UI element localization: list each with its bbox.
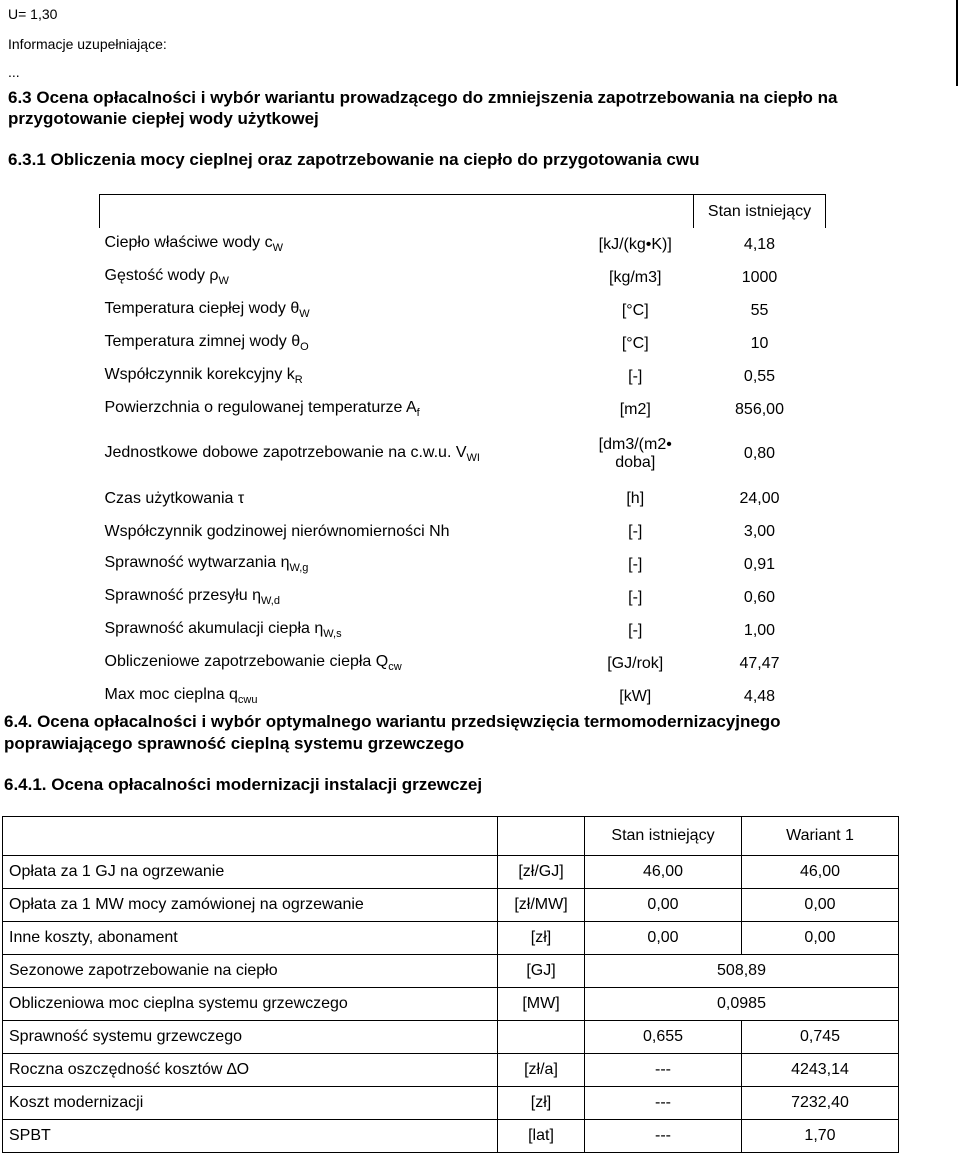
row-unit: [MW] bbox=[498, 988, 585, 1021]
row-label: Sprawność systemu grzewczego bbox=[3, 1021, 498, 1054]
table-row bbox=[3, 1021, 899, 1054]
parameter-label-text: Sprawność przesyłu η bbox=[104, 587, 262, 605]
parameter-unit: [-] bbox=[628, 621, 643, 639]
parameter-value: 4,48 bbox=[743, 687, 776, 705]
parameter-value: 1,00 bbox=[743, 621, 776, 639]
parameter-label bbox=[100, 614, 578, 647]
parameter-label bbox=[100, 515, 578, 548]
parameter-value: 10 bbox=[750, 334, 769, 352]
heating-modernization-table bbox=[2, 816, 899, 1153]
row-value-merged: 0,0985 bbox=[585, 988, 899, 1021]
parameter-label-subscript: W bbox=[299, 308, 310, 321]
table-row bbox=[100, 680, 826, 713]
parameter-unit: [-] bbox=[628, 522, 643, 540]
u-value-line: U= 1,30 bbox=[8, 6, 58, 22]
parameter-label bbox=[100, 393, 578, 426]
parameter-label-text: Temperatura ciepłej wody θ bbox=[104, 300, 300, 318]
table-row bbox=[3, 889, 899, 922]
parameter-unit: [°C] bbox=[621, 301, 649, 319]
row-value-existing: 0,655 bbox=[585, 1021, 742, 1054]
row-value-variant: 0,00 bbox=[742, 922, 899, 955]
parameter-unit: [°C] bbox=[621, 334, 649, 352]
parameter-label bbox=[100, 647, 578, 680]
parameter-value: 3,00 bbox=[743, 522, 776, 540]
parameter-value: 0,80 bbox=[743, 445, 776, 462]
parameter-unit: [kJ/(kg•K)] bbox=[598, 235, 672, 253]
row-value-existing: 0,00 bbox=[585, 922, 742, 955]
parameter-unit: [dm3/(m2• doba] bbox=[598, 436, 672, 471]
parameter-unit: [kW] bbox=[619, 687, 652, 705]
row-label: Koszt modernizacji bbox=[3, 1087, 498, 1120]
row-value-variant: 1,70 bbox=[742, 1120, 899, 1153]
row-value-existing: --- bbox=[585, 1120, 742, 1153]
parameter-label-text: Powierzchnia o regulowanej temperaturze A bbox=[104, 399, 417, 417]
parameter-unit: [-] bbox=[628, 367, 643, 385]
header-variant-1: Wariant 1 bbox=[742, 817, 899, 856]
parameter-label-subscript: W,g bbox=[289, 562, 309, 575]
parameter-label-text: Temperatura zimnej wody θ bbox=[104, 333, 301, 351]
parameter-value: 0,60 bbox=[743, 588, 776, 606]
parameter-label-text: Sprawność wytwarzania η bbox=[104, 554, 290, 572]
parameter-label-text: Ciepło właściwe wody c bbox=[104, 234, 273, 252]
parameter-unit: [-] bbox=[628, 588, 643, 606]
parameter-label-text: Obliczeniowe zapotrzebowanie ciepła Q bbox=[104, 653, 389, 671]
table-row bbox=[3, 988, 899, 1021]
parameter-unit: [GJ/rok] bbox=[607, 654, 664, 672]
table-row bbox=[100, 515, 826, 548]
section-63-heading-line1: 6.3 Ocena opłacalności i wybór wariantu prowadzącego do zmniejszenia zapotrzebowania na ciepło na bbox=[8, 88, 838, 107]
parameter-label-text: Współczynnik godzinowej nierównomierności Nh bbox=[104, 522, 450, 540]
parameter-label-text: Jednostkowe dobowe zapotrzebowanie na c.w.u. V bbox=[104, 443, 467, 461]
table-row bbox=[3, 856, 899, 889]
parameter-unit: [-] bbox=[628, 555, 643, 573]
parameter-label-subscript: f bbox=[416, 407, 420, 420]
table-row bbox=[100, 647, 826, 680]
parameter-label-subscript: R bbox=[294, 374, 303, 387]
parameter-label bbox=[100, 327, 578, 360]
row-value-variant: 7232,40 bbox=[742, 1087, 899, 1120]
table-row bbox=[100, 393, 826, 426]
parameter-value: 24,00 bbox=[739, 489, 780, 507]
row-value-existing: --- bbox=[585, 1087, 742, 1120]
row-value-variant: 0,745 bbox=[742, 1021, 899, 1054]
table-row bbox=[100, 261, 826, 294]
parameter-value: 0,91 bbox=[743, 555, 776, 573]
parameter-label-text: Max moc cieplna q bbox=[104, 686, 238, 704]
row-unit: [lat] bbox=[498, 1120, 585, 1153]
row-value-variant: 46,00 bbox=[742, 856, 899, 889]
table-row bbox=[100, 327, 826, 360]
row-unit: [zł/a] bbox=[498, 1054, 585, 1087]
row-label: Roczna oszczędność kosztów ∆O bbox=[3, 1054, 498, 1087]
parameter-value: 55 bbox=[750, 301, 769, 319]
row-unit: [GJ] bbox=[498, 955, 585, 988]
parameter-unit: [m2] bbox=[619, 400, 651, 418]
row-label: Sezonowe zapotrzebowanie na ciepło bbox=[3, 955, 498, 988]
parameter-value: 4,18 bbox=[743, 235, 776, 253]
parameter-value: 856,00 bbox=[735, 400, 784, 418]
row-unit: [zł/MW] bbox=[498, 889, 585, 922]
section-631-subheading: 6.3.1 Obliczenia mocy cieplnej oraz zapotrzebowanie na ciepło do przygotowania cwu bbox=[8, 150, 700, 169]
info-label: Informacje uzupełniające: bbox=[8, 36, 167, 52]
info-box bbox=[0, 0, 958, 86]
info-ellipsis: ... bbox=[8, 64, 20, 80]
row-label: Opłata za 1 MW mocy zamówionej na ogrzewanie bbox=[3, 889, 498, 922]
parameter-label-subscript: O bbox=[300, 341, 309, 354]
row-unit: [zł/GJ] bbox=[498, 856, 585, 889]
parameter-label-subscript: W bbox=[218, 275, 229, 288]
parameter-label-text: Współczynnik korekcyjny k bbox=[104, 366, 295, 384]
parameter-value: 47,47 bbox=[739, 654, 780, 672]
parameter-label bbox=[100, 482, 578, 515]
header-existing-state: Stan istniejący bbox=[585, 817, 742, 856]
section-64-heading-line2: poprawiającego sprawność cieplną systemu grzewczego bbox=[4, 734, 465, 753]
row-value-existing: 46,00 bbox=[585, 856, 742, 889]
parameter-label bbox=[100, 228, 578, 261]
table-row bbox=[3, 1054, 899, 1087]
parameter-label bbox=[100, 360, 578, 393]
header-existing-state: Stan istniejący bbox=[694, 195, 826, 229]
row-label: Inne koszty, abonament bbox=[3, 922, 498, 955]
cwu-parameters-table bbox=[99, 194, 826, 713]
parameter-label-text: Sprawność akumulacji ciepła η bbox=[104, 620, 324, 638]
table-row bbox=[100, 482, 826, 515]
table-row bbox=[100, 614, 826, 647]
table-row bbox=[3, 1120, 899, 1153]
parameter-label bbox=[100, 680, 578, 713]
row-unit bbox=[498, 1021, 585, 1054]
parameter-unit: [h] bbox=[626, 489, 645, 507]
section-641-subheading: 6.4.1. Ocena opłacalności modernizacji instalacji grzewczej bbox=[4, 775, 483, 794]
table-row bbox=[100, 360, 826, 393]
row-label: SPBT bbox=[3, 1120, 498, 1153]
parameter-label bbox=[100, 581, 578, 614]
table-row bbox=[100, 426, 826, 482]
parameter-unit: [kg/m3] bbox=[609, 268, 662, 286]
parameter-label bbox=[100, 261, 578, 294]
table-row bbox=[3, 955, 899, 988]
row-label: Obliczeniowa moc cieplna systemu grzewczego bbox=[3, 988, 498, 1021]
parameter-label-subscript: W,s bbox=[323, 628, 342, 641]
table-row bbox=[3, 1087, 899, 1120]
parameter-value: 1000 bbox=[741, 268, 778, 286]
parameter-label bbox=[100, 294, 578, 327]
row-value-existing: 0,00 bbox=[585, 889, 742, 922]
row-value-merged: 508,89 bbox=[585, 955, 899, 988]
parameter-label-subscript: cw bbox=[388, 661, 402, 674]
row-unit: [zł] bbox=[498, 922, 585, 955]
parameter-label-subscript: cwu bbox=[237, 694, 258, 707]
parameter-label bbox=[100, 548, 578, 581]
parameter-label-subscript: W,d bbox=[261, 595, 280, 608]
table-row bbox=[100, 294, 826, 327]
parameter-label bbox=[100, 426, 578, 482]
section-64-heading-line1: 6.4. Ocena opłacalności i wybór optymalnego wariantu przedsięwzięcia termomodernizacyjnego bbox=[4, 712, 781, 731]
row-value-existing: --- bbox=[585, 1054, 742, 1087]
parameter-label-subscript: W bbox=[272, 242, 283, 255]
table-header-row bbox=[3, 817, 899, 856]
parameter-value: 0,55 bbox=[743, 367, 776, 385]
parameter-label-text: Gęstość wody ρ bbox=[104, 267, 219, 285]
section-63-heading-line2: przygotowanie ciepłej wody użytkowej bbox=[8, 109, 319, 128]
table-row bbox=[100, 548, 826, 581]
row-value-variant: 0,00 bbox=[742, 889, 899, 922]
row-value-variant: 4243,14 bbox=[742, 1054, 899, 1087]
row-unit: [zł] bbox=[498, 1087, 585, 1120]
table-header-row bbox=[100, 195, 826, 229]
table-row bbox=[100, 581, 826, 614]
table-row bbox=[3, 922, 899, 955]
table-row bbox=[100, 228, 826, 261]
parameter-label-text: Czas użytkowania τ bbox=[104, 489, 245, 507]
parameter-label-subscript: WI bbox=[466, 452, 480, 465]
row-label: Opłata za 1 GJ na ogrzewanie bbox=[3, 856, 498, 889]
